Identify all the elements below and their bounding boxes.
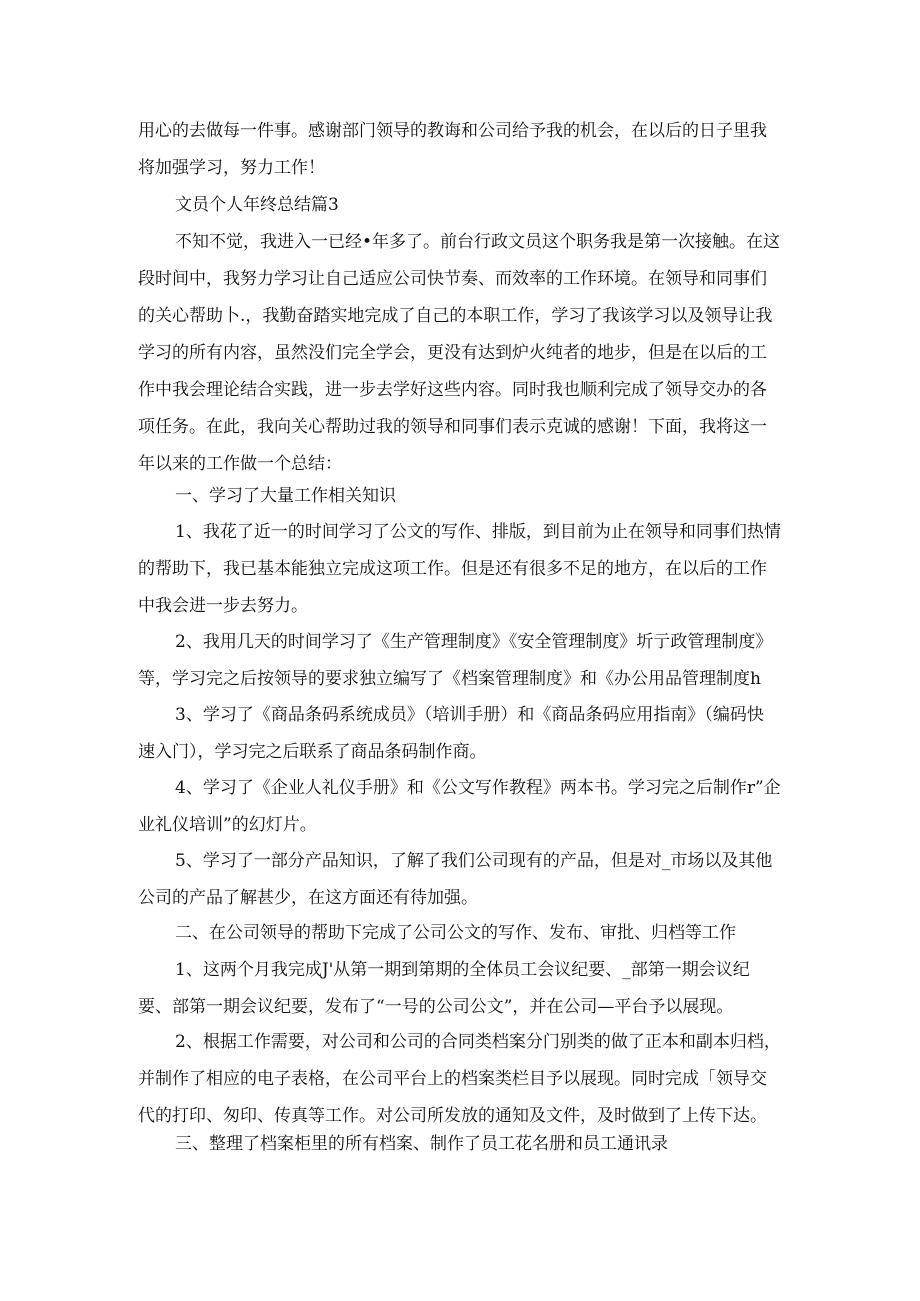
continuation-paragraph [138,113,788,187]
text-line: 1、我花了近一的时间学习了公文的写作、排版，到目前为止在领导和同事们热情 [175,522,781,542]
item-2-2 [138,1024,788,1135]
text-line: 2、我用几天的时间学习了《生产管理制度》《安全管理制度》圻亍政管理制度》 [175,632,773,652]
text-line: 公司的产品了解甚少，在这方面还有待加强。 [138,888,478,908]
section-title: 文员个人年终总结篇3 [175,195,339,215]
text-line: 不知不觉，我进入一已经•年多了。前台行政文员这个职务我是第一次接触。在这 [175,232,781,252]
text-line: 等，学习完之后按领导的要求独立编写了《档案管理制度》和《办公用品管理制度h [138,669,761,689]
text-line: 速入门），学习完之后联系了商品条码制作商。 [138,742,487,762]
text-line: 的帮助下，我已基本能独立完成这项工作。但是还有很多不足的地方，在以后的工作 [138,559,767,579]
text-line: 中我会进一步去努力。 [138,596,308,616]
intro-paragraph [138,224,788,483]
text-line: 作中我会理论结合实践，进一步去学好这些内容。同时我也顺利完成了领导交办的各 [138,380,767,400]
item-1-1 [138,514,788,625]
text-line: 2、根据工作需要，对公司和公司的合同类档案分门别类的做了正本和副本归档， [175,1032,781,1052]
item-1-4 [138,770,788,844]
text-line: 段时间中，我努力学习让自己适应公司快节奏、而效率的工作环境。在领导和同事们 [138,269,767,289]
text-line: 并制作了相应的电子表格，在公司平台上的档案类栏目予以展现。同时完成「领导交 [138,1069,767,1089]
text-line: 5、学习了一部分产品知识，了解了我们公司现有的产品，但是对_市场以及其他 [175,851,773,871]
text-line: 代的打印、匆印、传真等工作。对公司所发放的通知及文件，及时做到了上传下达。 [138,1106,767,1126]
text-line: 3、学习了《商品条码系统成员》（培训手册）和《商品条码应用指南》（编码快 [175,705,764,725]
item-1-2 [138,624,788,698]
item-2-1 [138,952,788,1026]
text-line: 1、这两个月我完成J'从第一期到第期的全体员工会议纪要、_部第一期会议纪 [175,960,750,980]
text-line: 年以来的工作做一个总结： [138,454,342,474]
text-line: 业礼仪培训”的幻灯片。 [138,815,317,835]
item-1-5 [138,843,788,917]
text-line: 用心的去做每一件事。感谢部门领导的教诲和公司给予我的机会，在以后的日子里我 [138,121,767,141]
text-line: 学习的所有内容，虽然没们完全学会，更没有达到炉火纯者的地步，但是在以后的工 [138,343,767,363]
text-line: 项任务。在此，我向关心帮助过我的领导和同事们表示克诚的感谢！下面，我将这一 [138,417,767,437]
text-line: 将加强学习，努力工作！ [138,158,325,178]
heading-archives: 三、整理了档案柜里的所有档案、制作了员工花名册和员工通讯录 [175,1134,668,1154]
heading-documents: 二、在公司领导的帮助下完成了公司公文的写作、发布、审批、归档等工作 [175,923,736,943]
text-line: 4、学习了《企业人礼仪手册》和《公文写作教程》两本书。学习完之后制作r”企 [175,778,781,798]
text-line: 的关心帮助卜.，我勤奋踏实地完成了自己的本职工作，学习了我该学习以及领导让我 [138,306,773,326]
text-line: 要、部第一期会议纪要，发布了“一号的公司公文”，并在公司—平台予以展现。 [138,997,734,1017]
heading-learning: 一、学习了大量工作相关知识 [175,486,396,506]
item-1-3 [138,697,788,771]
